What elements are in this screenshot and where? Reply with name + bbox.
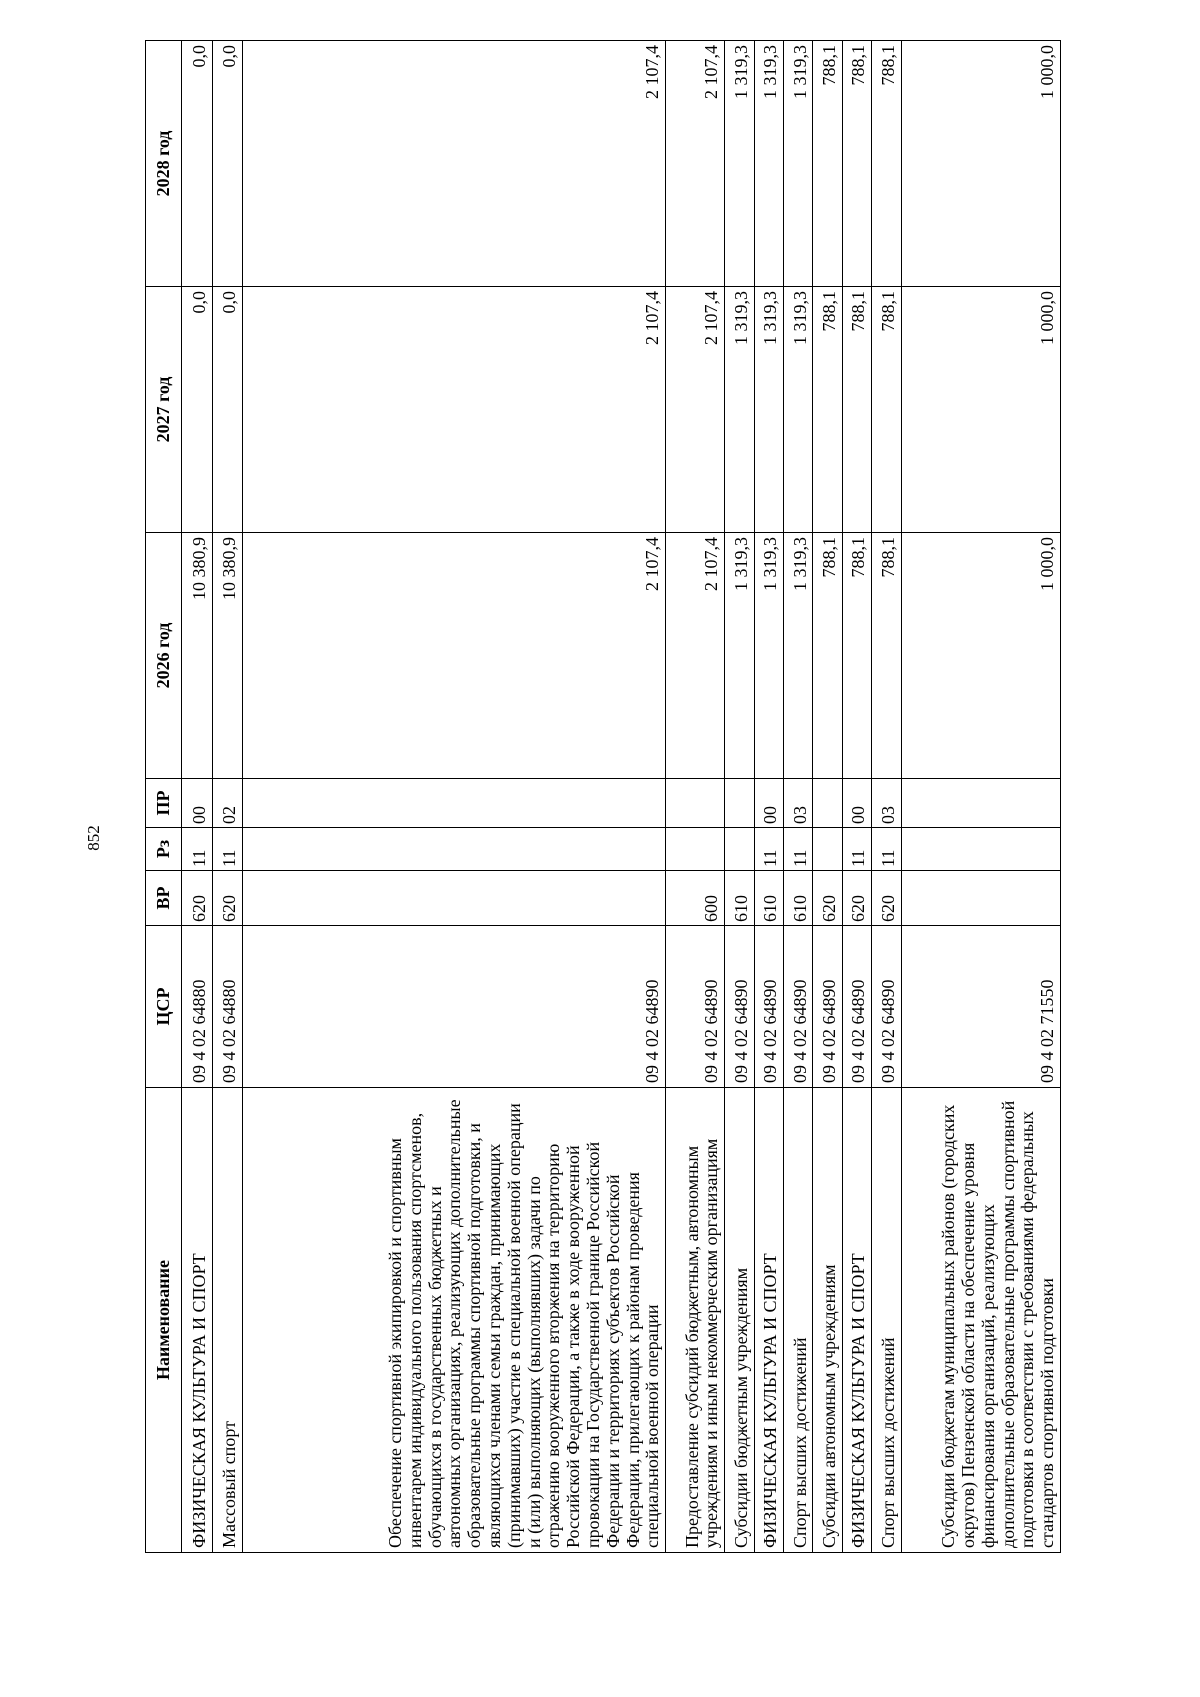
row-name: ФИЗИЧЕСКАЯ КУЛЬТУРА И СПОРТ <box>842 1088 871 1553</box>
row-value-2028: 788,1 <box>813 41 842 287</box>
row-pr <box>666 779 725 828</box>
row-rz <box>243 828 666 871</box>
row-value-2027: 2 107,4 <box>666 287 725 533</box>
row-vr: 620 <box>813 871 842 926</box>
row-value-2027: 0,0 <box>182 287 213 533</box>
row-pr: 00 <box>182 779 213 828</box>
table-row <box>725 41 754 1553</box>
row-value-2026: 1 319,3 <box>754 533 783 779</box>
table-row <box>872 41 901 1553</box>
page-number: 852 <box>84 825 103 851</box>
row-rz: 11 <box>212 828 243 871</box>
row-name: Спорт высших достижений <box>783 1088 812 1553</box>
row-name: ФИЗИЧЕСКАЯ КУЛЬТУРА И СПОРТ <box>182 1088 213 1553</box>
row-vr: 610 <box>783 871 812 926</box>
table-row <box>243 41 666 1553</box>
budget-table <box>145 40 1061 1553</box>
table-row <box>182 41 213 1553</box>
row-value-2028: 788,1 <box>842 41 871 287</box>
row-vr: 620 <box>872 871 901 926</box>
row-name: Предоставление субсидий бюджетным, автономным учреждениям и иным некоммерческим организациям <box>666 1088 725 1553</box>
row-rz: 11 <box>783 828 812 871</box>
header-2028: 2028 год <box>146 41 182 287</box>
table-row <box>901 41 1060 1553</box>
row-csr: 09 4 02 64890 <box>243 926 666 1088</box>
row-name: Спорт высших достижений <box>872 1088 901 1553</box>
row-vr: 610 <box>754 871 783 926</box>
row-rz <box>725 828 754 871</box>
row-vr: 620 <box>212 871 243 926</box>
row-csr: 09 4 02 64890 <box>813 926 842 1088</box>
row-vr <box>243 871 666 926</box>
row-value-2027: 788,1 <box>842 287 871 533</box>
row-value-2026: 1 000,0 <box>901 533 1060 779</box>
header-csr: ЦСР <box>146 926 182 1088</box>
row-name: ФИЗИЧЕСКАЯ КУЛЬТУРА И СПОРТ <box>754 1088 783 1553</box>
row-rz: 11 <box>754 828 783 871</box>
row-value-2028: 788,1 <box>872 41 901 287</box>
row-pr: 02 <box>212 779 243 828</box>
row-value-2028: 2 107,4 <box>243 41 666 287</box>
row-value-2026: 2 107,4 <box>243 533 666 779</box>
row-pr: 03 <box>872 779 901 828</box>
row-value-2026: 788,1 <box>872 533 901 779</box>
row-value-2026: 788,1 <box>813 533 842 779</box>
row-value-2028: 1 000,0 <box>901 41 1060 287</box>
row-value-2026: 788,1 <box>842 533 871 779</box>
row-rz: 11 <box>872 828 901 871</box>
header-name: Наименование <box>146 1088 182 1553</box>
table-row <box>842 41 871 1553</box>
row-value-2028: 1 319,3 <box>754 41 783 287</box>
row-pr <box>813 779 842 828</box>
row-pr <box>725 779 754 828</box>
row-value-2027: 788,1 <box>872 287 901 533</box>
header-rz: Рз <box>146 828 182 871</box>
table-row <box>783 41 812 1553</box>
header-pr: ПР <box>146 779 182 828</box>
row-name: Обеспечение спортивной экипировкой и спортивным инвентарем индивидуального пользования спортсменов, обучающихся в государственных бюджетных и автономных организациях, реализующих дополнительные образовательные программы спортивной подготовки, и являющихся членами семьи граждан, принимающих (принимавших) участие в специальной военной операции и (или) выполняющих (выполнявших) задачи по отражению вооруженного вторжения на территорию Российской Федерации, а также в ходе вооруженной провокации на Государственной границе Российской Федерации и территориях субъектов Российской Федерации, прилегающих к районам проведения специальной военной операции <box>243 1088 666 1553</box>
row-csr: 09 4 02 64890 <box>666 926 725 1088</box>
row-rz: 11 <box>842 828 871 871</box>
row-name: Массовый спорт <box>212 1088 243 1553</box>
row-rz <box>666 828 725 871</box>
row-vr: 600 <box>666 871 725 926</box>
row-value-2027: 788,1 <box>813 287 842 533</box>
row-name: Субсидии автономным учреждениям <box>813 1088 842 1553</box>
row-value-2027: 0,0 <box>212 287 243 533</box>
row-pr: 03 <box>783 779 812 828</box>
row-csr: 09 4 02 64890 <box>725 926 754 1088</box>
row-vr <box>901 871 1060 926</box>
row-pr <box>901 779 1060 828</box>
row-value-2026: 1 319,3 <box>725 533 754 779</box>
row-pr: 00 <box>842 779 871 828</box>
header-2027: 2027 год <box>146 287 182 533</box>
row-rz <box>901 828 1060 871</box>
row-value-2026: 10 380,9 <box>212 533 243 779</box>
table-row <box>666 41 725 1553</box>
header-row <box>146 41 182 1553</box>
row-value-2027: 1 319,3 <box>725 287 754 533</box>
row-csr: 09 4 02 64880 <box>182 926 213 1088</box>
row-pr <box>243 779 666 828</box>
row-value-2027: 2 107,4 <box>243 287 666 533</box>
row-value-2027: 1 000,0 <box>901 287 1060 533</box>
row-csr: 09 4 02 64890 <box>783 926 812 1088</box>
row-csr: 09 4 02 64880 <box>212 926 243 1088</box>
table-row <box>212 41 243 1553</box>
row-name: Субсидии бюджетам муниципальных районов (городских округов) Пензенской области на обеспечение уровня финансирования организаций, реализующих дополнительные образовательные программы спортивной подготовки в соответствии с требованиями федеральных стандартов спортивной подготовки <box>901 1088 1060 1553</box>
row-vr: 620 <box>182 871 213 926</box>
row-csr: 09 4 02 71550 <box>901 926 1060 1088</box>
header-2026: 2026 год <box>146 533 182 779</box>
row-name: Субсидии бюджетным учреждениям <box>725 1088 754 1553</box>
row-csr: 09 4 02 64890 <box>754 926 783 1088</box>
row-pr: 00 <box>754 779 783 828</box>
row-value-2028: 2 107,4 <box>666 41 725 287</box>
row-value-2027: 1 319,3 <box>754 287 783 533</box>
table-row <box>754 41 783 1553</box>
table-row <box>813 41 842 1553</box>
row-value-2028: 0,0 <box>212 41 243 287</box>
row-csr: 09 4 02 64890 <box>872 926 901 1088</box>
row-vr: 610 <box>725 871 754 926</box>
header-vr: ВР <box>146 871 182 926</box>
row-value-2027: 1 319,3 <box>783 287 812 533</box>
row-value-2026: 2 107,4 <box>666 533 725 779</box>
row-vr: 620 <box>842 871 871 926</box>
row-value-2026: 10 380,9 <box>182 533 213 779</box>
row-value-2028: 1 319,3 <box>783 41 812 287</box>
row-csr: 09 4 02 64890 <box>842 926 871 1088</box>
row-value-2028: 1 319,3 <box>725 41 754 287</box>
row-value-2026: 1 319,3 <box>783 533 812 779</box>
row-rz: 11 <box>182 828 213 871</box>
row-rz <box>813 828 842 871</box>
row-value-2028: 0,0 <box>182 41 213 287</box>
rotated-table-container <box>145 41 1061 1553</box>
